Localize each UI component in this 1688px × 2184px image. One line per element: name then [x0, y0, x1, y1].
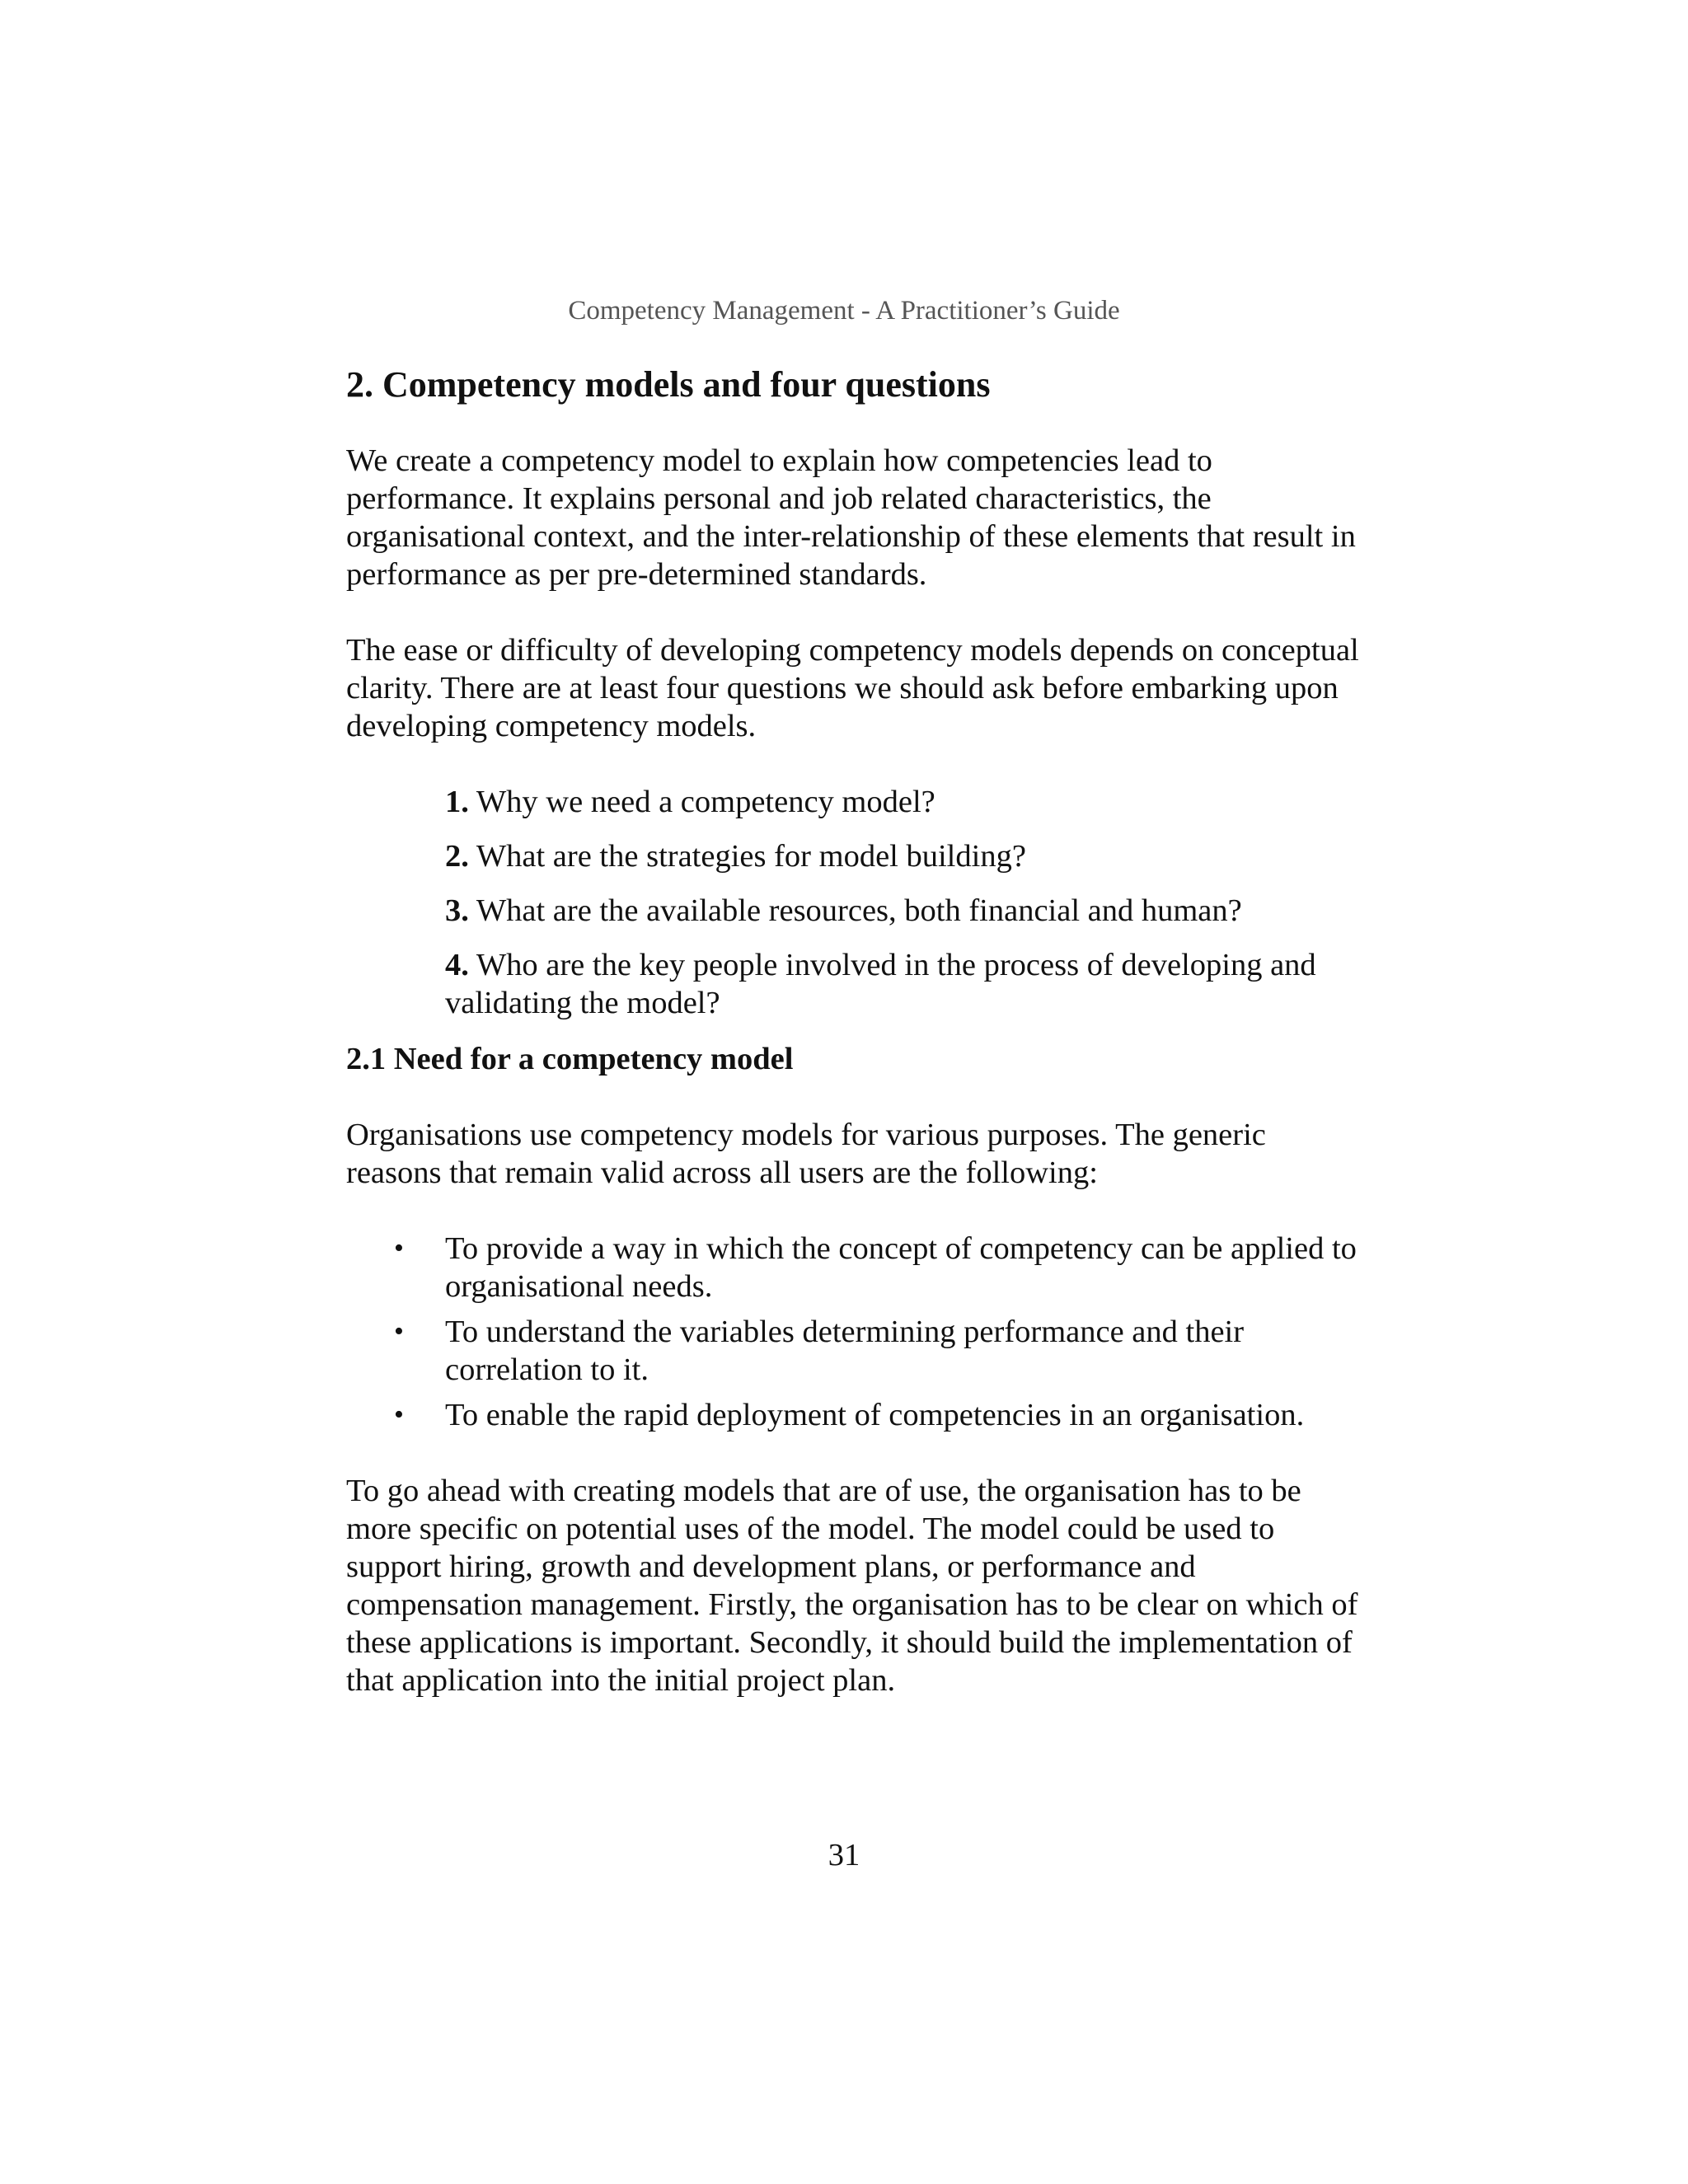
question-number: 3.: [445, 893, 469, 928]
question-text: Why we need a competency model?: [476, 785, 935, 819]
list-item-text: To enable the rapid deployment of competencies in an organisation.: [445, 1398, 1305, 1432]
questions-list: [346, 783, 1360, 1022]
closing-paragraph: To go ahead with creating models that are of use, the organisation has to be more specific on potential uses of the model. The model could be used to support hiring, growth and development plans, or performance and compensation management. Firstly, the organisation has to be clear on which of these applications is important. Secondly, it should build the implementation of that application into the initial project plan.: [346, 1474, 1358, 1698]
section-title: 2.1 Need for a competency model: [346, 1042, 794, 1076]
running-header: Competency Management - A Practitioner’s Guide: [568, 296, 1120, 326]
reasons-list: [346, 1230, 1360, 1434]
bullet-icon: •: [394, 1399, 404, 1430]
intro-paragraph: We create a competency model to explain how competencies lead to performance. It explains personal and job related characteristics, the organisational context, and the inter-relationship of these elements that result in performance as per pre-determined standards.: [346, 443, 1356, 592]
question-text: What are the available resources, both financial and human?: [476, 893, 1242, 928]
page-number: 31: [828, 1838, 860, 1872]
questions-lead-paragraph: The ease or difficulty of developing competency models depends on conceptual clarity. There are at least four questions we should ask before embarking upon developing competency models.: [346, 633, 1359, 743]
question-number: 4.: [445, 948, 469, 982]
bullet-icon: •: [394, 1316, 404, 1347]
question-item: [445, 837, 1360, 875]
question-item: [445, 892, 1360, 930]
page-content: [346, 363, 1360, 1737]
question-number: 2.: [445, 839, 469, 874]
list-item: [346, 1313, 1360, 1389]
question-item: [445, 783, 1360, 821]
bullet-icon: •: [394, 1233, 404, 1263]
list-item: [346, 1396, 1360, 1434]
section-intro-paragraph: Organisations use competency models for various purposes. The generic reasons that remain valid across all users are the following:: [346, 1118, 1266, 1190]
question-number: 1.: [445, 785, 469, 819]
chapter-title: 2. Competency models and four questions: [346, 364, 991, 405]
question-text: What are the strategies for model building?: [476, 839, 1026, 874]
list-item-text: To understand the variables determining performance and their correlation to it.: [445, 1315, 1245, 1387]
question-text: Who are the key people involved in the process of developing and validating the model?: [445, 948, 1316, 1020]
question-item: [445, 946, 1360, 1022]
list-item-text: To provide a way in which the concept of competency can be applied to organisational needs.: [445, 1231, 1357, 1304]
list-item: [346, 1230, 1360, 1305]
